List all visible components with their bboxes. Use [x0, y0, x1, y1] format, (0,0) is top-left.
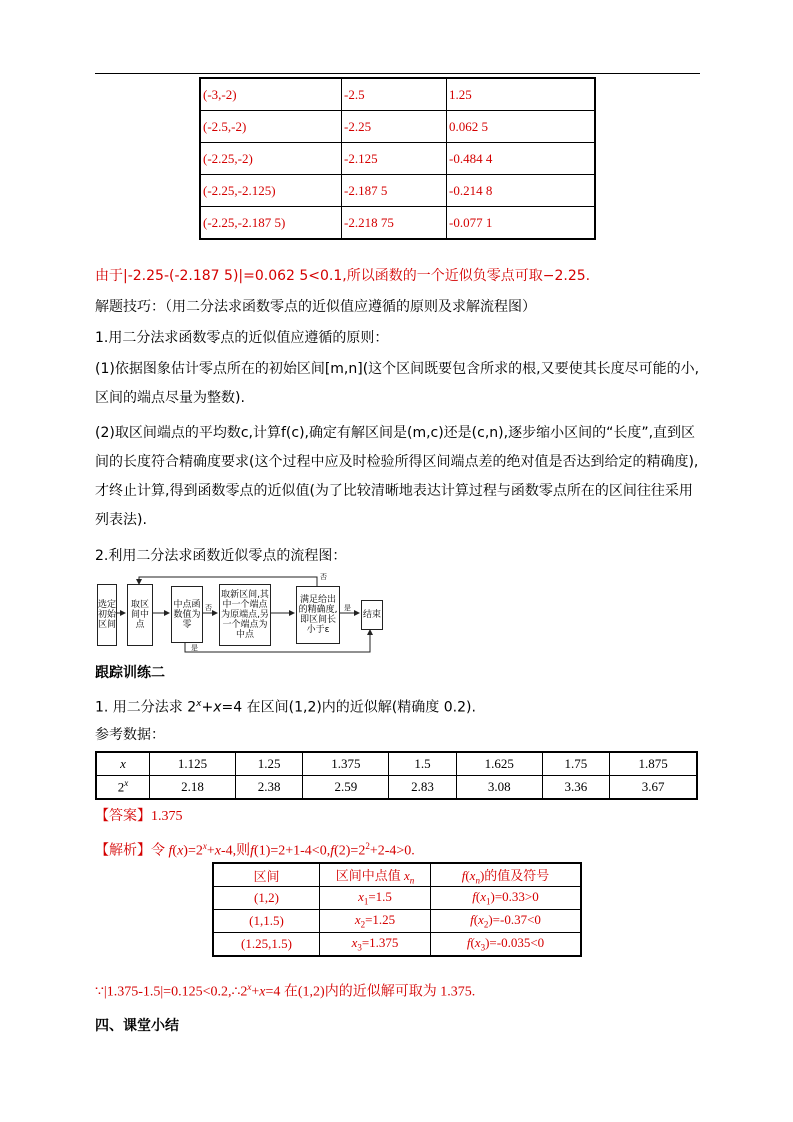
ref-x-cell: 1.75 [542, 752, 609, 776]
ref-2x-cell: 2.38 [235, 776, 302, 800]
table1-cell: -2.187 5 [342, 175, 447, 207]
table1-cell: -2.125 [342, 143, 447, 175]
tip-title: 解题技巧：（用二分法求函数零点的近似值应遵循的原则及求解流程图） [95, 299, 536, 315]
reference-data-table [95, 751, 698, 800]
ref-x-cell: 1.375 [303, 752, 389, 776]
ref-2x-cell: 2.18 [150, 776, 236, 800]
steps-interval: (1.25,1.5) [213, 933, 320, 957]
steps-row [213, 933, 581, 957]
steps-interval: (1,1.5) [213, 910, 320, 933]
table1-cell: (-2.25,-2) [200, 143, 342, 175]
table1-cell: (-2.5,-2) [200, 111, 342, 143]
answer-value: 1.375 [151, 809, 183, 824]
steps-midpoint: $x_3=1.375$ [320, 933, 431, 957]
table1-row [200, 143, 595, 175]
ref-2x-cell: 3.67 [610, 776, 697, 800]
steps-midpoint: $x_2=1.25$ [320, 910, 431, 933]
table1-row [200, 111, 595, 143]
steps-value: $f(x_3)=-0.035<0$ [431, 933, 582, 957]
table1-cell: (-2.25,-2.187 5) [200, 207, 342, 240]
bisection-steps-table [212, 862, 582, 957]
flow-title: 2.利用二分法求函数近似零点的流程图： [95, 548, 347, 564]
bisection-table-1 [199, 77, 596, 240]
ref-2x-cell: 3.08 [456, 776, 542, 800]
conclusion-2: $\because|1.375-1.5|=0.125<0.2,\therefore 2^x+x=4$ 在(1,2)内的近似解可取为 1.375. [95, 982, 476, 1000]
ref-label: 参考数据： [95, 727, 165, 743]
flow-box-initial-interval: 选定初始区间 [97, 584, 117, 646]
ref-2x-cell: 2.59 [303, 776, 389, 800]
ref-head-x: x [96, 752, 150, 776]
table1-cell: 1.25 [447, 78, 596, 111]
rule-2: (2)取区间端点的平均数c,计算f(c),确定有解区间是(m,c)还是(c,n),逐步缩小区间的“长度”,直到区间的长度符合精确度要求(这个过程中应及时检验所得区间端点差的绝对值是否达到给定的精确度),才终止计算,得到函数零点的近似值(为了比较清晰地表达计算过程与函数零点所在的区间往往采用列表法). [95, 425, 699, 528]
ref-2x-cell: 2.83 [389, 776, 456, 800]
ref-2x-cell: 3.36 [542, 776, 609, 800]
flow-box-end: 结束 [361, 600, 383, 630]
table1-row [200, 207, 595, 240]
table1-cell: -2.218 75 [342, 207, 447, 240]
flow-box-new-interval: 取新区间,其中一个端点为原端点,另一个端点为中点 [219, 584, 271, 646]
ref-x-cell: 1.25 [235, 752, 302, 776]
steps-head-interval: 区间 [213, 863, 320, 887]
flow-box-precision-check: 满足给出的精确度,即区间长小于ε [296, 586, 340, 644]
flow-label-no-1: 否 [205, 604, 212, 612]
bisection-flowchart [95, 572, 395, 657]
summary-title: 四、课堂小结 [95, 1018, 179, 1034]
flow-box-midpoint: 取区间中点 [127, 584, 153, 646]
table1-cell: 0.062 5 [447, 111, 596, 143]
ref-x-cell: 1.875 [610, 752, 697, 776]
answer-tag: 【答案】 [95, 808, 151, 824]
steps-row [213, 887, 581, 910]
flow-label-yes-1: 是 [344, 604, 351, 612]
ref-x-cell: 1.625 [456, 752, 542, 776]
steps-value: $f(x_2)=-0.37<0$ [431, 910, 582, 933]
ref-x-cell: 1.125 [150, 752, 236, 776]
header-rule [95, 73, 700, 74]
flow-label-yes-2: 是 [191, 644, 198, 652]
ref-head-2x: 2$^x$ [96, 776, 150, 800]
question-1: 1. 用二分法求 $2^x+x=4$ 在区间(1,2)内的近似解(精确度 0.2). [95, 699, 476, 716]
steps-head-midpoint: 区间中点值 $x_n$ [320, 863, 431, 887]
flow-label-no-2: 否 [320, 573, 327, 581]
table1-cell: -2.25 [342, 111, 447, 143]
table1-cell: -0.077 1 [447, 207, 596, 240]
table1-cell: -2.5 [342, 78, 447, 111]
steps-midpoint: $x_1=1.5$ [320, 887, 431, 910]
steps-head-value: $f(x_n)$的值及符号 [431, 863, 582, 887]
section-title: 跟踪训练二 [95, 665, 165, 681]
steps-value: $f(x_1)=0.33>0$ [431, 887, 582, 910]
flow-box-zero-check: 中点函数值为零 [171, 586, 203, 643]
table1-row [200, 78, 595, 111]
table1-cell: (-3,-2) [200, 78, 342, 111]
analysis-line: 【解析】令 $f(x)=2^x+x-4$,则$f(1)=2+1-4<0,f(2)=2^2+2-4>0$. [95, 841, 415, 859]
answer-line [95, 802, 183, 831]
ref-x-cell: 1.5 [389, 752, 456, 776]
table1-cell: -0.214 8 [447, 175, 596, 207]
table1-cell: -0.484 4 [447, 143, 596, 175]
rule-title: 1.用二分法求函数零点的近似值应遵循的原则： [95, 330, 389, 346]
steps-interval: (1,2) [213, 887, 320, 910]
table1-row [200, 175, 595, 207]
rule-1: (1)依据图象估计零点所在的初始区间[m,n](这个区间既要包含所求的根,又要使其长度尽可能的小,区间的端点尽量为整数). [95, 361, 700, 406]
conclusion-1: 由于|-2.25-(-2.187 5)|=0.062 5<0.1,所以函数的一个近似负零点可取−2.25. [95, 268, 591, 284]
steps-row [213, 910, 581, 933]
table1-cell: (-2.25,-2.125) [200, 175, 342, 207]
